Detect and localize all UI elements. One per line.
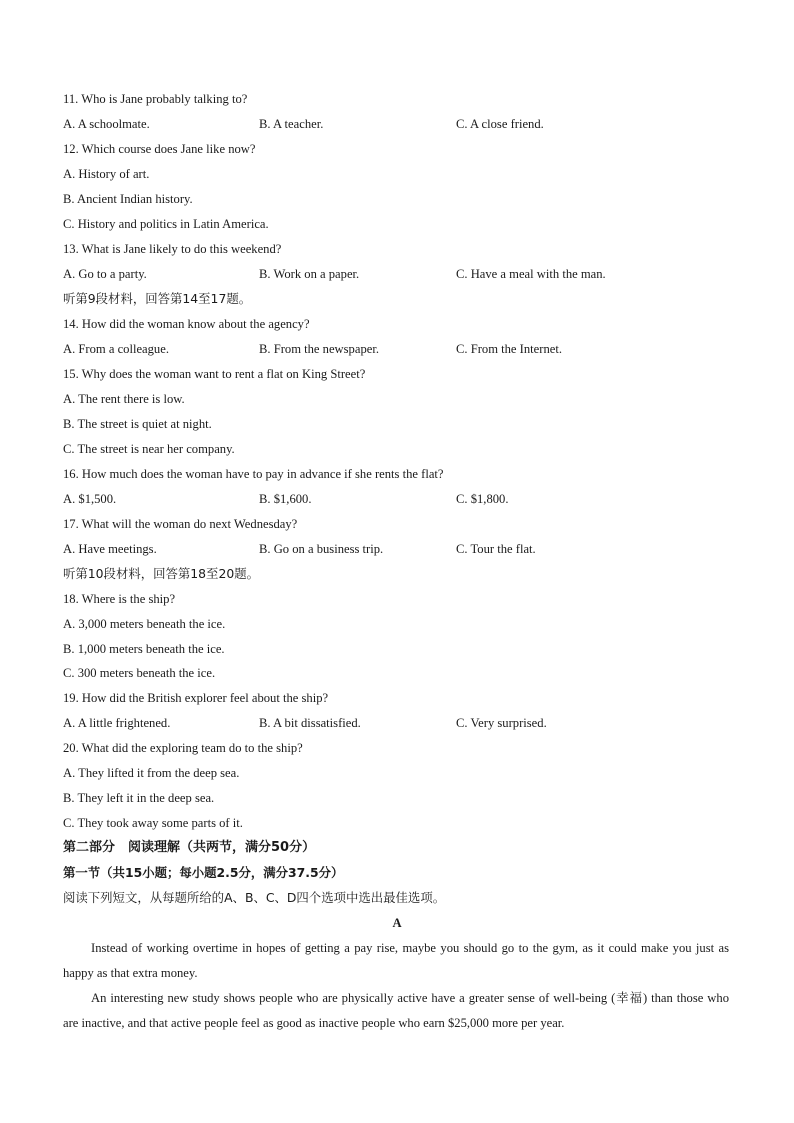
passage-paragraph-1 (63, 936, 729, 986)
option-12b: B. Ancient Indian history. (63, 192, 193, 206)
option-17a: A. Have meetings. (63, 542, 157, 556)
part2-heading: 第二部分 阅读理解（共两节，满分50分） (63, 840, 316, 855)
option-17c: C. Tour the flat. (456, 542, 536, 556)
option-15c: C. The street is near her company. (63, 442, 235, 456)
part2-subheading: 第一节（共15小题；每小题2.5分，满分37.5分） (63, 865, 344, 880)
option-12c: C. History and politics in Latin America. (63, 217, 269, 231)
passage-paragraph-2 (63, 986, 729, 1036)
option-20b: B. They left it in the deep sea. (63, 791, 215, 805)
option-19b: B. A bit dissatisfied. (259, 716, 361, 730)
question-11: 11. Who is Jane probably talking to? (63, 92, 248, 106)
option-13c: C. Have a meal with the man. (456, 267, 606, 281)
option-13a: A. Go to a party. (63, 267, 147, 281)
option-15a: A. The rent there is low. (63, 392, 185, 406)
option-14c: C. From the Internet. (456, 342, 562, 356)
section-10-instruction: 听第10段材料，回答第18至20题。 (63, 566, 259, 581)
option-11b: B. A teacher. (259, 117, 324, 131)
option-17b: B. Go on a business trip. (259, 542, 384, 556)
option-18c: C. 300 meters beneath the ice. (63, 666, 216, 680)
question-18: 18. Where is the ship? (63, 592, 176, 606)
option-16b: B. $1,600. (259, 492, 312, 506)
option-19c: C. Very surprised. (456, 716, 547, 730)
option-12a: A. History of art. (63, 167, 150, 181)
question-19: 19. How did the British explorer feel about the ship? (63, 691, 329, 705)
option-19a: A. A little frightened. (63, 716, 171, 730)
option-11c: C. A close friend. (456, 117, 544, 131)
option-20a: A. They lifted it from the deep sea. (63, 766, 240, 780)
paragraph-1-text: Instead of working overtime in hopes of getting a pay rise, maybe you should go to the gym, as it could make you just as happy as that extra money. (63, 941, 729, 980)
passage-label: A (392, 916, 402, 930)
question-12: 12. Which course does Jane like now? (63, 142, 256, 156)
question-16: 16. How much does the woman have to pay in advance if she rents the flat? (63, 467, 444, 481)
question-17: 17. What will the woman do next Wednesday? (63, 517, 298, 531)
question-15: 15. Why does the woman want to rent a flat on King Street? (63, 367, 366, 381)
option-18b: B. 1,000 meters beneath the ice. (63, 642, 225, 656)
question-14: 14. How did the woman know about the agency? (63, 317, 310, 331)
option-13b: B. Work on a paper. (259, 267, 360, 281)
section-9-instruction: 听第9段材料，回答第14至17题。 (63, 291, 252, 306)
option-15b: B. The street is quiet at night. (63, 417, 212, 431)
option-16a: A. $1,500. (63, 492, 117, 506)
option-14a: A. From a colleague. (63, 342, 169, 356)
option-14b: B. From the newspaper. (259, 342, 379, 356)
option-16c: C. $1,800. (456, 492, 509, 506)
part2-directions: 阅读下列短文，从每题所给的A、B、C、D四个选项中选出最佳选项。 (63, 890, 446, 905)
option-11a: A. A schoolmate. (63, 117, 150, 131)
paragraph-2-text: An interesting new study shows people who are physically active have a greater sense of well-being (幸福) than those who are inactive, and that active people feel as good as inactive people who earn $25,000 more per year. (63, 991, 729, 1030)
question-20: 20. What did the exploring team do to the ship? (63, 741, 303, 755)
option-20c: C. They took away some parts of it. (63, 816, 243, 830)
option-18a: A. 3,000 meters beneath the ice. (63, 617, 226, 631)
question-13: 13. What is Jane likely to do this weekend? (63, 242, 282, 256)
